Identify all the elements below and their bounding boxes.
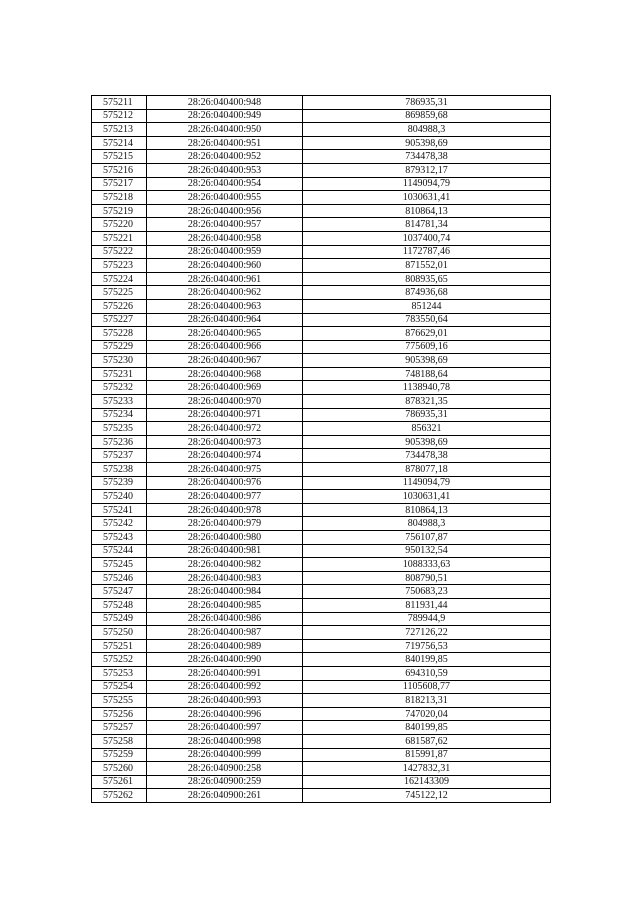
- cadastral-value-cell: 734478,38: [303, 150, 551, 164]
- cadastral-number-cell: 28:26:040400:957: [147, 218, 303, 232]
- cadastral-number-cell: 28:26:040400:976: [147, 476, 303, 490]
- cadastral-value-cell: 878077,18: [303, 463, 551, 477]
- row-number-cell: 575238: [92, 463, 147, 477]
- cadastral-number-cell: 28:26:040400:963: [147, 299, 303, 313]
- row-number-cell: 575215: [92, 150, 147, 164]
- row-number-cell: 575237: [92, 449, 147, 463]
- cadastral-number-cell: 28:26:040400:949: [147, 109, 303, 123]
- cadastral-number-cell: 28:26:040400:966: [147, 340, 303, 354]
- table-row: [92, 340, 551, 354]
- table-row: [92, 558, 551, 572]
- row-number-cell: 575260: [92, 762, 147, 776]
- row-number-cell: 575246: [92, 571, 147, 585]
- cadastral-value-cell: 810864,13: [303, 204, 551, 218]
- cadastral-value-cell: 1172787,46: [303, 245, 551, 259]
- cadastral-value-cell: 734478,38: [303, 449, 551, 463]
- cadastral-number-cell: 28:26:040400:981: [147, 544, 303, 558]
- table-row: [92, 694, 551, 708]
- row-number-cell: 575254: [92, 680, 147, 694]
- cadastral-number-cell: 28:26:040400:955: [147, 191, 303, 205]
- cadastral-value-cell: 840199,85: [303, 721, 551, 735]
- row-number-cell: 575233: [92, 395, 147, 409]
- cadastral-value-cell: 727126,22: [303, 626, 551, 640]
- cadastral-value-cell: 756107,87: [303, 531, 551, 545]
- row-number-cell: 575214: [92, 136, 147, 150]
- cadastral-value-cell: 876629,01: [303, 327, 551, 341]
- cadastral-value-cell: 840199,85: [303, 653, 551, 667]
- table-row: [92, 177, 551, 191]
- cadastral-number-cell: 28:26:040900:259: [147, 775, 303, 789]
- row-number-cell: 575241: [92, 503, 147, 517]
- cadastral-number-cell: 28:26:040400:964: [147, 313, 303, 327]
- table-row: [92, 734, 551, 748]
- cadastral-number-cell: 28:26:040400:986: [147, 612, 303, 626]
- table-row: [92, 204, 551, 218]
- cadastral-value-cell: 818213,31: [303, 694, 551, 708]
- row-number-cell: 575228: [92, 327, 147, 341]
- cadastral-value-cell: 851244: [303, 299, 551, 313]
- table-row: [92, 109, 551, 123]
- cadastral-number-cell: 28:26:040400:997: [147, 721, 303, 735]
- cadastral-number-cell: 28:26:040400:979: [147, 517, 303, 531]
- table-row: [92, 626, 551, 640]
- cadastral-value-cell: 814781,34: [303, 218, 551, 232]
- cadastral-number-cell: 28:26:040400:958: [147, 231, 303, 245]
- table-row: [92, 245, 551, 259]
- cadastral-value-cell: 1138940,78: [303, 381, 551, 395]
- row-number-cell: 575250: [92, 626, 147, 640]
- row-number-cell: 575236: [92, 435, 147, 449]
- row-number-cell: 575218: [92, 191, 147, 205]
- row-number-cell: 575217: [92, 177, 147, 191]
- cadastral-value-cell: 786935,31: [303, 408, 551, 422]
- row-number-cell: 575234: [92, 408, 147, 422]
- table-row: [92, 327, 551, 341]
- row-number-cell: 575211: [92, 96, 147, 110]
- table-row: [92, 612, 551, 626]
- table-row: [92, 150, 551, 164]
- cadastral-number-cell: 28:26:040400:985: [147, 598, 303, 612]
- cadastral-value-cell: 748188,64: [303, 367, 551, 381]
- table-row: [92, 585, 551, 599]
- cadastral-number-cell: 28:26:040400:974: [147, 449, 303, 463]
- table-row: [92, 231, 551, 245]
- row-number-cell: 575248: [92, 598, 147, 612]
- row-number-cell: 575253: [92, 666, 147, 680]
- cadastral-number-cell: 28:26:040400:982: [147, 558, 303, 572]
- table-row: [92, 544, 551, 558]
- cadastral-number-cell: 28:26:040400:969: [147, 381, 303, 395]
- table-row: [92, 218, 551, 232]
- cadastral-number-cell: 28:26:040400:970: [147, 395, 303, 409]
- cadastral-value-cell: 786935,31: [303, 96, 551, 110]
- cadastral-number-cell: 28:26:040400:978: [147, 503, 303, 517]
- cadastral-value-cell: 808790,51: [303, 571, 551, 585]
- cadastral-number-cell: 28:26:040400:991: [147, 666, 303, 680]
- cadastral-number-cell: 28:26:040400:967: [147, 354, 303, 368]
- table-row: [92, 490, 551, 504]
- cadastral-value-cell: 719756,53: [303, 639, 551, 653]
- cadastral-value-cell: 745122,12: [303, 789, 551, 803]
- row-number-cell: 575225: [92, 286, 147, 300]
- row-number-cell: 575252: [92, 653, 147, 667]
- cadastral-value-cell: 905398,69: [303, 136, 551, 150]
- table-row: [92, 299, 551, 313]
- row-number-cell: 575230: [92, 354, 147, 368]
- row-number-cell: 575213: [92, 123, 147, 137]
- cadastral-value-cell: 162143309: [303, 775, 551, 789]
- table-row: [92, 163, 551, 177]
- cadastral-number-cell: 28:26:040400:960: [147, 259, 303, 273]
- cadastral-value-cell: 747020,04: [303, 707, 551, 721]
- table-row: [92, 381, 551, 395]
- table-row: [92, 96, 551, 110]
- cadastral-number-cell: 28:26:040400:961: [147, 272, 303, 286]
- table-row: [92, 531, 551, 545]
- row-number-cell: 575216: [92, 163, 147, 177]
- cadastral-value-cell: 808935,65: [303, 272, 551, 286]
- cadastral-number-cell: 28:26:040400:953: [147, 163, 303, 177]
- cadastral-value-cell: 1088333,63: [303, 558, 551, 572]
- cadastral-number-cell: 28:26:040400:992: [147, 680, 303, 694]
- row-number-cell: 575212: [92, 109, 147, 123]
- cadastral-value-table: [91, 95, 551, 803]
- row-number-cell: 575257: [92, 721, 147, 735]
- cadastral-number-cell: 28:26:040400:951: [147, 136, 303, 150]
- cadastral-value-cell: 874936,68: [303, 286, 551, 300]
- table-row: [92, 286, 551, 300]
- row-number-cell: 575223: [92, 259, 147, 273]
- table-row: [92, 666, 551, 680]
- cadastral-number-cell: 28:26:040400:948: [147, 96, 303, 110]
- cadastral-number-cell: 28:26:040900:261: [147, 789, 303, 803]
- table-body: [92, 96, 551, 803]
- table-row: [92, 748, 551, 762]
- table-row: [92, 775, 551, 789]
- table-row: [92, 272, 551, 286]
- cadastral-value-cell: 950132,54: [303, 544, 551, 558]
- cadastral-value-cell: 775609,16: [303, 340, 551, 354]
- cadastral-number-cell: 28:26:040400:999: [147, 748, 303, 762]
- row-number-cell: 575220: [92, 218, 147, 232]
- row-number-cell: 575249: [92, 612, 147, 626]
- cadastral-number-cell: 28:26:040400:954: [147, 177, 303, 191]
- cadastral-value-cell: 804988,3: [303, 517, 551, 531]
- cadastral-number-cell: 28:26:040400:990: [147, 653, 303, 667]
- cadastral-value-cell: 1105608,77: [303, 680, 551, 694]
- cadastral-number-cell: 28:26:040400:959: [147, 245, 303, 259]
- cadastral-value-cell: 905398,69: [303, 435, 551, 449]
- cadastral-number-cell: 28:26:040400:977: [147, 490, 303, 504]
- row-number-cell: 575239: [92, 476, 147, 490]
- table-row: [92, 789, 551, 803]
- cadastral-value-cell: 681587,62: [303, 734, 551, 748]
- row-number-cell: 575261: [92, 775, 147, 789]
- table-row: [92, 503, 551, 517]
- table-row: [92, 476, 551, 490]
- table-row: [92, 463, 551, 477]
- cadastral-number-cell: 28:26:040400:971: [147, 408, 303, 422]
- cadastral-number-cell: 28:26:040400:984: [147, 585, 303, 599]
- row-number-cell: 575245: [92, 558, 147, 572]
- table-row: [92, 313, 551, 327]
- row-number-cell: 575247: [92, 585, 147, 599]
- cadastral-number-cell: 28:26:040400:987: [147, 626, 303, 640]
- table-row: [92, 191, 551, 205]
- cadastral-number-cell: 28:26:040400:996: [147, 707, 303, 721]
- row-number-cell: 575235: [92, 422, 147, 436]
- row-number-cell: 575251: [92, 639, 147, 653]
- cadastral-value-cell: 810864,13: [303, 503, 551, 517]
- cadastral-value-cell: 869859,68: [303, 109, 551, 123]
- cadastral-number-cell: 28:26:040400:973: [147, 435, 303, 449]
- row-number-cell: 575244: [92, 544, 147, 558]
- row-number-cell: 575229: [92, 340, 147, 354]
- cadastral-value-cell: 1030631,41: [303, 490, 551, 504]
- row-number-cell: 575231: [92, 367, 147, 381]
- cadastral-value-cell: 783550,64: [303, 313, 551, 327]
- table-row: [92, 395, 551, 409]
- row-number-cell: 575255: [92, 694, 147, 708]
- table-row: [92, 422, 551, 436]
- cadastral-value-cell: 789944,9: [303, 612, 551, 626]
- cadastral-number-cell: 28:26:040400:983: [147, 571, 303, 585]
- cadastral-number-cell: 28:26:040400:980: [147, 531, 303, 545]
- cadastral-value-cell: 878321,35: [303, 395, 551, 409]
- cadastral-value-cell: 811931,44: [303, 598, 551, 612]
- cadastral-value-cell: 1427832,31: [303, 762, 551, 776]
- table-row: [92, 435, 551, 449]
- row-number-cell: 575222: [92, 245, 147, 259]
- cadastral-value-cell: 694310,59: [303, 666, 551, 680]
- cadastral-value-cell: 1037400,74: [303, 231, 551, 245]
- table-row: [92, 653, 551, 667]
- table-row: [92, 354, 551, 368]
- row-number-cell: 575243: [92, 531, 147, 545]
- row-number-cell: 575262: [92, 789, 147, 803]
- table-row: [92, 123, 551, 137]
- cadastral-number-cell: 28:26:040400:965: [147, 327, 303, 341]
- cadastral-number-cell: 28:26:040400:968: [147, 367, 303, 381]
- row-number-cell: 575221: [92, 231, 147, 245]
- row-number-cell: 575259: [92, 748, 147, 762]
- cadastral-number-cell: 28:26:040400:989: [147, 639, 303, 653]
- cadastral-number-cell: 28:26:040400:993: [147, 694, 303, 708]
- cadastral-value-cell: 804988,3: [303, 123, 551, 137]
- cadastral-value-cell: 750683,23: [303, 585, 551, 599]
- table-row: [92, 517, 551, 531]
- cadastral-value-cell: 905398,69: [303, 354, 551, 368]
- cadastral-number-cell: 28:26:040400:956: [147, 204, 303, 218]
- cadastral-number-cell: 28:26:040400:972: [147, 422, 303, 436]
- row-number-cell: 575232: [92, 381, 147, 395]
- cadastral-value-cell: 1149094,79: [303, 177, 551, 191]
- table-row: [92, 721, 551, 735]
- cadastral-number-cell: 28:26:040900:258: [147, 762, 303, 776]
- row-number-cell: 575258: [92, 734, 147, 748]
- cadastral-value-cell: 1030631,41: [303, 191, 551, 205]
- cadastral-value-cell: 1149094,79: [303, 476, 551, 490]
- table-row: [92, 639, 551, 653]
- cadastral-number-cell: 28:26:040400:952: [147, 150, 303, 164]
- row-number-cell: 575224: [92, 272, 147, 286]
- table-row: [92, 707, 551, 721]
- cadastral-value-cell: 856321: [303, 422, 551, 436]
- table-row: [92, 259, 551, 273]
- table-row: [92, 598, 551, 612]
- table-row: [92, 571, 551, 585]
- cadastral-number-cell: 28:26:040400:962: [147, 286, 303, 300]
- cadastral-number-cell: 28:26:040400:950: [147, 123, 303, 137]
- cadastral-value-cell: 879312,17: [303, 163, 551, 177]
- table-row: [92, 136, 551, 150]
- table-row: [92, 408, 551, 422]
- table-row: [92, 367, 551, 381]
- row-number-cell: 575242: [92, 517, 147, 531]
- row-number-cell: 575227: [92, 313, 147, 327]
- cadastral-value-cell: 871552,01: [303, 259, 551, 273]
- table-row: [92, 762, 551, 776]
- cadastral-value-cell: 815991,87: [303, 748, 551, 762]
- row-number-cell: 575219: [92, 204, 147, 218]
- cadastral-number-cell: 28:26:040400:975: [147, 463, 303, 477]
- row-number-cell: 575256: [92, 707, 147, 721]
- row-number-cell: 575240: [92, 490, 147, 504]
- table-row: [92, 449, 551, 463]
- table-row: [92, 680, 551, 694]
- row-number-cell: 575226: [92, 299, 147, 313]
- cadastral-number-cell: 28:26:040400:998: [147, 734, 303, 748]
